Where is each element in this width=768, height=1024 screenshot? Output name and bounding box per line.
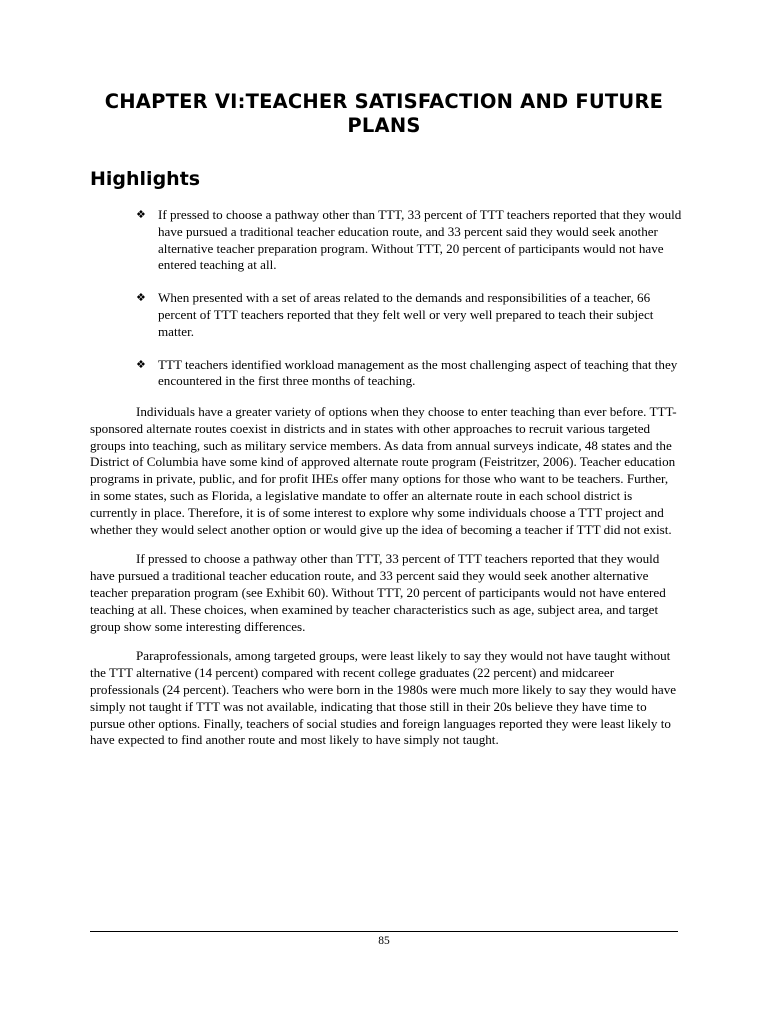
body-paragraph: Individuals have a greater variety of options when they choose to enter teaching than ever before. TTT-sponsored alternate routes coexist in districts and in states with other approaches to recruit various targeted groups into teaching, such as military service members. As data from annual surveys indicate, 48 states and the District of Columbia have some kind of approved alternate route program (Feistritzer, 2006). Teacher education programs in private, public, and for profit IHEs offer many options for those who want to be teachers. Further, in some states, such as Florida, a legislative mandate to offer an alternate route in each school district is currently in place. Therefore, it is of some interest to explore why some individuals choose a TTT project and whether they would select another option or would give up the idea of becoming a teacher if TTT did not exist.	[90, 404, 677, 537]
highlight-text: When presented with a set of areas related to the demands and responsibilities of a teacher, 66 percent of TTT teachers reported that they felt well or very well prepared to teach their subject matter.	[158, 290, 654, 339]
footer-divider	[90, 931, 678, 932]
highlight-item	[136, 290, 682, 340]
body-paragraph: Paraprofessionals, among targeted groups, were least likely to say they would not have taught without the TTT alternative (14 percent) compared with recent college graduates (22 percent) and midcareer professionals (24 percent). Teachers who were born in the 1980s were much more likely to say they would have simply not taught if TTT was not available, indicating that those still in their 20s believe they have time to pursue other options. Finally, teachers of social studies and foreign languages reported they were least likely to have expected to find another route and most likely to have simply not taught.	[90, 648, 677, 748]
highlights-heading: Highlights	[90, 168, 201, 190]
chapter-title: CHAPTER VI:TEACHER SATISFACTION AND FUTURE PLANS	[104, 90, 664, 137]
diamond-bullet-icon: ❖	[136, 208, 146, 221]
highlight-text: If pressed to choose a pathway other than TTT, 33 percent of TTT teachers reported that they would have pursued a traditional teacher education route, and 33 percent said they would seek another alternative teacher preparation program. Without TTT, 20 percent of participants would not have entered teaching at all.	[158, 207, 682, 273]
diamond-bullet-icon: ❖	[136, 291, 146, 305]
page-number: 85	[378, 935, 390, 947]
highlight-item	[136, 357, 682, 391]
body-text	[90, 404, 680, 762]
highlight-text: TTT teachers identified workload management as the most challenging aspect of teaching that they encountered in the first three months of teaching.	[158, 356, 678, 389]
body-paragraph: If pressed to choose a pathway other than TTT, 33 percent of TTT teachers reported that they would have pursued a traditional teacher education route, and 33 percent said they would seek another alternative teacher preparation program (see Exhibit 60). Without TTT, 20 percent of participants would not have entered teaching at all. These choices, when examined by teacher characteristics such as age, subject area, and target group show some interesting differences.	[90, 551, 666, 634]
diamond-bullet-icon: ❖	[136, 357, 146, 371]
highlight-item	[136, 207, 682, 274]
highlights-list	[136, 207, 682, 406]
